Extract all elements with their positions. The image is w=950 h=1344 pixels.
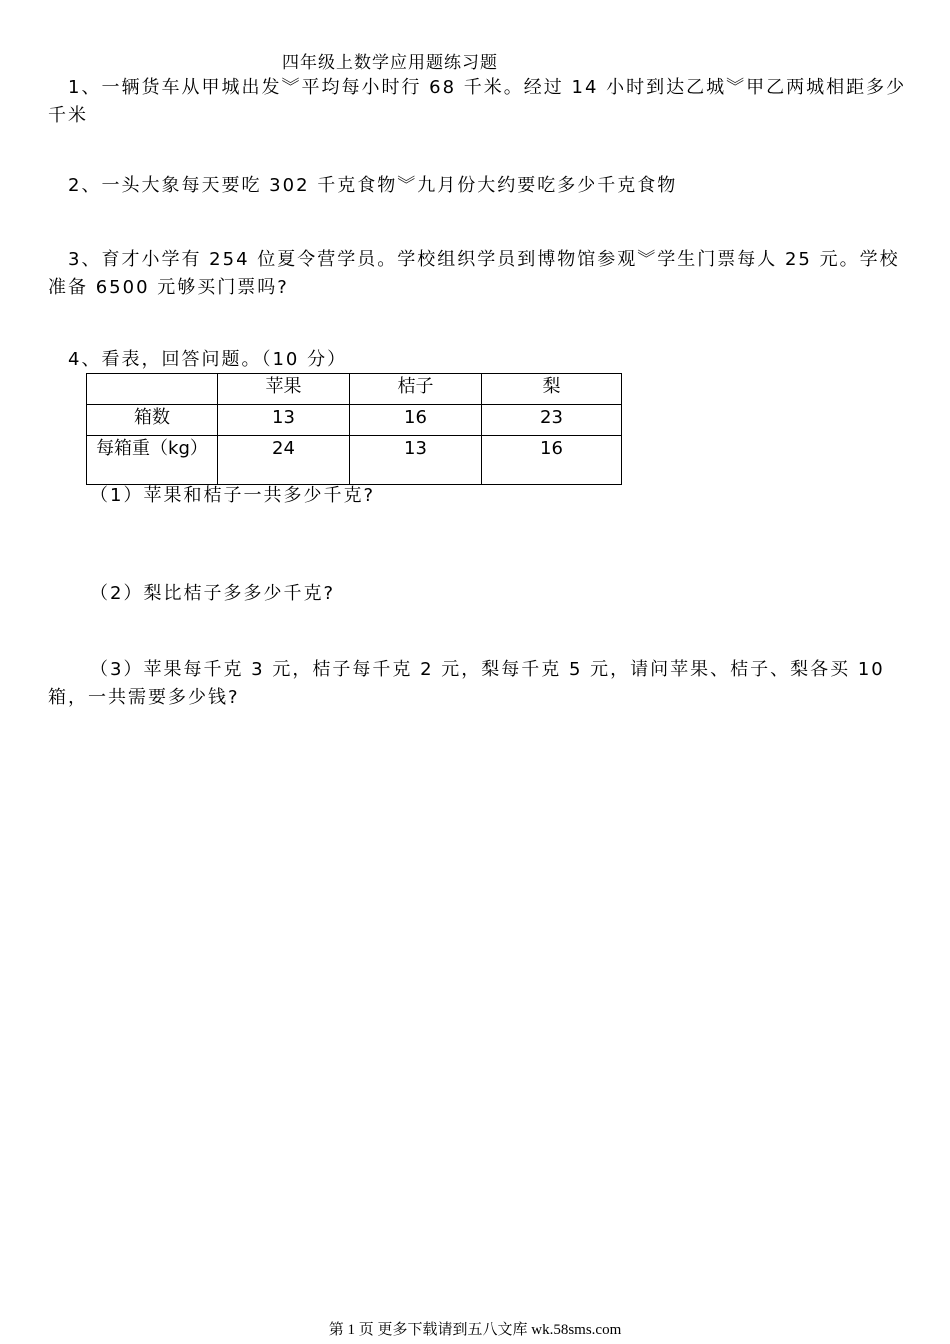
table-cell: 16 <box>350 405 482 436</box>
table-header-row <box>87 374 622 405</box>
question-4 <box>48 346 908 374</box>
table-cell: 16 <box>482 436 622 485</box>
page-title: 四年级上数学应用题练习题 <box>282 53 498 73</box>
question-4-text: 4、看表，回答问题。（10 分） <box>68 349 348 370</box>
table-row <box>87 405 622 436</box>
question-3-text: 3、育才小学有 254 位夏令营学员。学校组织学员到博物馆参观︾学生门票每人 25 元。学校准备 6500 元够买门票吗? <box>48 249 900 298</box>
table-row <box>87 436 622 485</box>
question-3 <box>48 246 908 302</box>
table-cell: 24 <box>218 436 350 485</box>
table-row-label: 箱数 <box>87 405 218 436</box>
question-2-text: 2、一头大象每天要吃 302 千克食物︾九月份大约要吃多少千克食物 <box>68 175 678 196</box>
question-1 <box>48 74 908 130</box>
table-header-cell: 桔子 <box>350 374 482 405</box>
table-header-cell <box>87 374 218 405</box>
fruit-table <box>86 373 622 485</box>
subquestion-3-text: （3）苹果每千克 3 元，桔子每千克 2 元，梨每千克 5 元，请问苹果、桔子、梨各买 10 箱，一共需要多少钱? <box>48 659 885 708</box>
subquestion-1: （1）苹果和桔子一共多少千克? <box>90 485 376 506</box>
table-header-cell: 梨 <box>482 374 622 405</box>
page-footer: 第 1 页 更多下载请到五八文库 wk.58sms.com <box>328 1322 622 1338</box>
table-cell: 13 <box>350 436 482 485</box>
subquestion-3 <box>48 656 908 712</box>
question-1-text: 1、一辆货车从甲城出发︾平均每小时行 68 千米。经过 14 小时到达乙城︾甲乙两城相距多少千米 <box>48 77 907 126</box>
table-cell: 23 <box>482 405 622 436</box>
subquestion-2: （2）梨比桔子多多少千克? <box>90 583 336 604</box>
question-2 <box>48 172 908 200</box>
table-header-cell: 苹果 <box>218 374 350 405</box>
table-cell: 13 <box>218 405 350 436</box>
table-row-label: 每箱重（kg） <box>87 436 218 485</box>
